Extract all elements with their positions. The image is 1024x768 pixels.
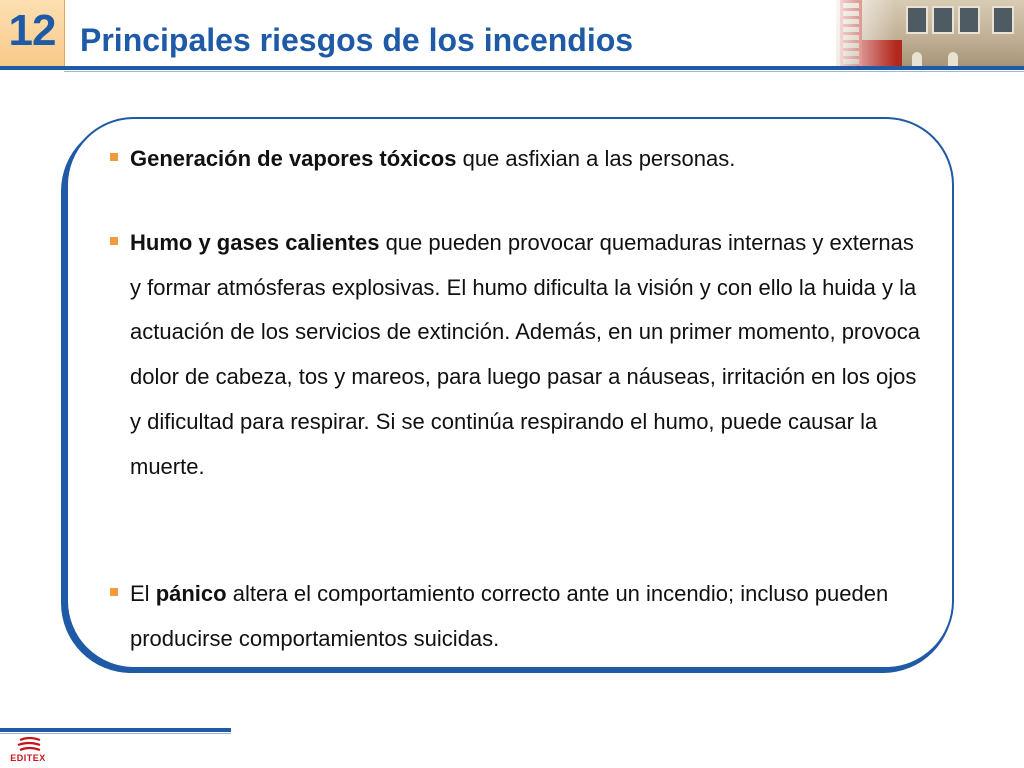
bullet-item [110, 221, 930, 489]
square-bullet-icon [110, 588, 118, 596]
bullet-rest-text: que asfixian a las personas. [456, 146, 736, 171]
slide-title: Principales riesgos de los incendios [80, 22, 634, 58]
photo-fade [836, 0, 896, 66]
bullet-bold-text: Generación de vapores tóxicos [130, 146, 457, 171]
footer-divider-thin [0, 733, 231, 734]
photo-window [992, 6, 1014, 34]
firefighter-graphic [912, 52, 922, 66]
photo-window [932, 6, 954, 34]
bullet-bold-text: pánico [155, 581, 227, 606]
header-divider [0, 66, 1024, 70]
footer-divider [0, 728, 231, 732]
firefighter-graphic [948, 52, 958, 66]
bullet-rest-text: que pueden provocar quemaduras internas y externas y formar atmósferas explosivas. El humo dificulta la visión y con ello la huida y la actuación de los servicios de extinción. Además, en un primer momento, provoca dolor de cabeza, tos y mareos, para luego pasar a náuseas, irritación en los ojos y dificultad para respirar. Si se continúa respirando el humo, puede causar la muerte. [130, 230, 920, 479]
header-divider-thin [64, 71, 1024, 72]
bullet-text [130, 137, 930, 182]
photo-window [906, 6, 928, 34]
chapter-number: 12 [8, 6, 56, 55]
bullet-text [130, 572, 930, 661]
bullet-item [110, 137, 930, 182]
square-bullet-icon [110, 237, 118, 245]
bullet-text [130, 221, 930, 489]
editex-logo-icon [14, 737, 44, 753]
logo-text: EDITEX [10, 753, 46, 763]
bullet-bold-text: Humo y gases calientes [130, 230, 380, 255]
chapter-badge [0, 0, 65, 66]
square-bullet-icon [110, 153, 118, 161]
photo-window [958, 6, 980, 34]
bullet-item [110, 572, 930, 661]
bullet-prefix-text: El [130, 581, 156, 606]
header-photo [836, 0, 1024, 66]
bullet-rest-text: altera el comportamiento correcto ante un incendio; incluso pueden producirse comportamientos suicidas. [130, 581, 889, 651]
